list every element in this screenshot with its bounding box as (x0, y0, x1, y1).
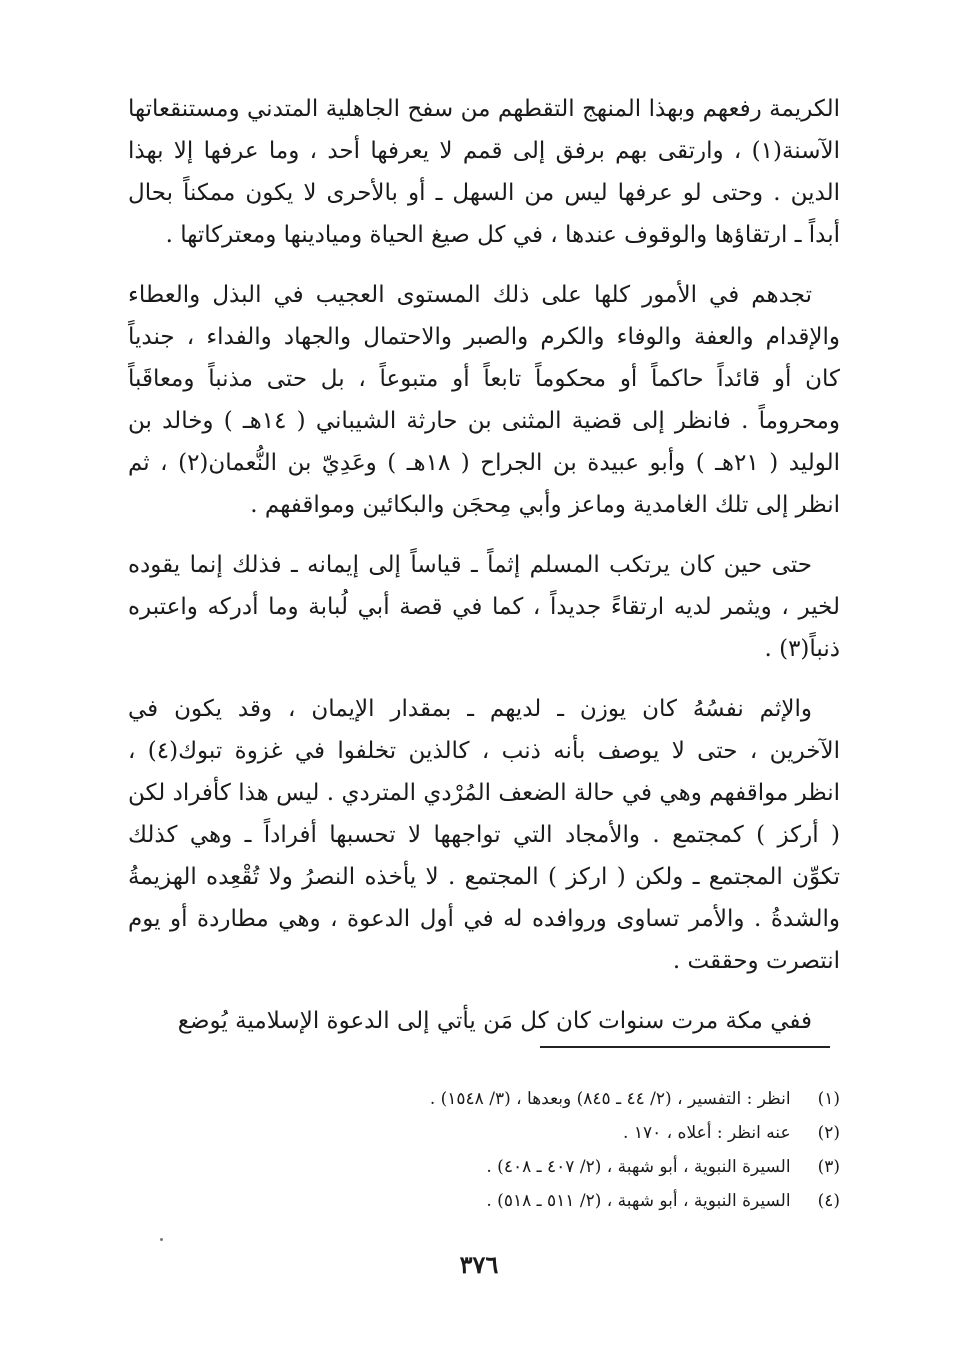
footnote-text: انظر : التفسير ، (٢/ ٤٤ ـ ٨٤٥) وبعدها ، (٣/ ١٥٤٨) . (429, 1089, 791, 1109)
footnote (320, 1184, 840, 1218)
footnote-text: السيرة النبوية ، أبو شهبة ، (٢/ ٥١١ ـ ٥١٨) . (486, 1191, 791, 1211)
text-line: الدين . وحتى لو عرفها ليس من السهل ـ أو بالأحرى لا يكون ممكناً بحال (128, 180, 840, 206)
paragraph-4 (128, 688, 840, 982)
text-line: كان أو قائداً حاكماً أو محكوماً تابعاً أو متبوعاً ، بل حتى مذنباً ومعاقَباً (128, 366, 840, 392)
footnote (320, 1150, 840, 1184)
footnote (320, 1116, 840, 1150)
text-line: الكريمة رفعهم وبهذا المنهج التقطهم من سفح الجاهلية المتدني ومستنقعاتها (128, 96, 840, 122)
text-line: والإثم نفسُهُ كان يوزن ـ لديهم ـ بمقدار الإيمان ، وقد يكون في (128, 696, 812, 722)
text-line: ذنباً(٣) . (764, 636, 840, 662)
text-line: الآسنة(١) ، وارتقى بهم برفق إلى قمم لا يعرفها أحد ، وما عرفها إلا بهذا (128, 138, 840, 164)
text-line: والإقدام والعفة والوفاء والكرم والصبر والاحتمال والجهاد والفداء ، جندياً (128, 324, 840, 350)
footnote-text: عنه انظر : أعلاه ، ١٧٠ . (623, 1123, 791, 1143)
footnote (320, 1082, 840, 1116)
paragraph-1 (128, 88, 840, 256)
footnote-separator (540, 1046, 830, 1048)
footnote-number: (١) (817, 1089, 840, 1109)
text-line: الوليد ( ٢١هـ ) وأبو عبيدة بن الجراح ( ١٨هـ ) وعَدِيّ بن النُّعمان(٢) ، ثم (128, 450, 840, 476)
text-line: ففي مكة مرت سنوات كان كل مَن يأتي إلى الدعوة الإسلامية يُوضع (177, 1008, 812, 1034)
paragraph-3 (128, 544, 840, 670)
paragraph-5 (128, 1000, 840, 1042)
text-line: الآخرين ، حتى لا يوصف بأنه ذنب ، كالذين تخلفوا في غزوة تبوك(٤) ، (128, 738, 840, 764)
footnote-number: (٤) (817, 1191, 840, 1211)
text-line: أبداً ـ ارتقاؤها والوقوف عندها ، في كل صيغ الحياة وميادينها ومعتركاتها . (165, 222, 840, 248)
text-line: حتى حين كان يرتكب المسلم إثماً ـ قياساً إلى إيمانه ـ فذلك إنما يقوده (128, 552, 812, 578)
page-number: ٣٧٦ (459, 1250, 499, 1279)
paragraph-2 (128, 274, 840, 526)
footnote-text: السيرة النبوية ، أبو شهبة ، (٢/ ٤٠٧ ـ ٤٠٨) . (486, 1157, 791, 1177)
scan-speck (160, 1238, 163, 1241)
text-line: انظر مواقفهم وهي في حالة الضعف المُرْدي المتردي . ليس هذا كأفراد لكن (128, 780, 840, 806)
footnotes (320, 1082, 840, 1218)
text-line: تكوِّن المجتمع ـ ولكن ( اركز ) المجتمع . لا يأخذه النصرُ ولا تُقْعِده الهزيمةُ (128, 864, 840, 890)
text-line: انتصرت وحققت . (672, 948, 840, 974)
text-line: انظر إلى تلك الغامدية وماعز وأبي مِحجَن والبكائين ومواقفهم . (250, 492, 840, 518)
text-line: تجدهم في الأمور كلها على ذلك المستوى العجيب في البذل والعطاء (128, 282, 812, 308)
page-body (128, 88, 840, 1060)
text-line: والشدةُ . والأمر تساوى وروافده له في أول الدعوة ، وهي مطاردة أو يوم (128, 906, 840, 932)
text-line: لخير ، ويثمر لديه ارتقاءً جديداً ، كما في قصة أبي لُبابة وما أدركه واعتبره (128, 594, 840, 620)
text-line: ومحروماً . فانظر إلى قضية المثنى بن حارثة الشيباني ( ١٤هـ ) وخالد بن (128, 408, 840, 434)
footnote-number: (٢) (817, 1123, 840, 1143)
text-line: ( أركز ) كمجتمع . والأمجاد التي تواجهها لا تحسبها أفراداً ـ وهي كذلك (128, 822, 840, 848)
footnote-number: (٣) (817, 1157, 840, 1177)
